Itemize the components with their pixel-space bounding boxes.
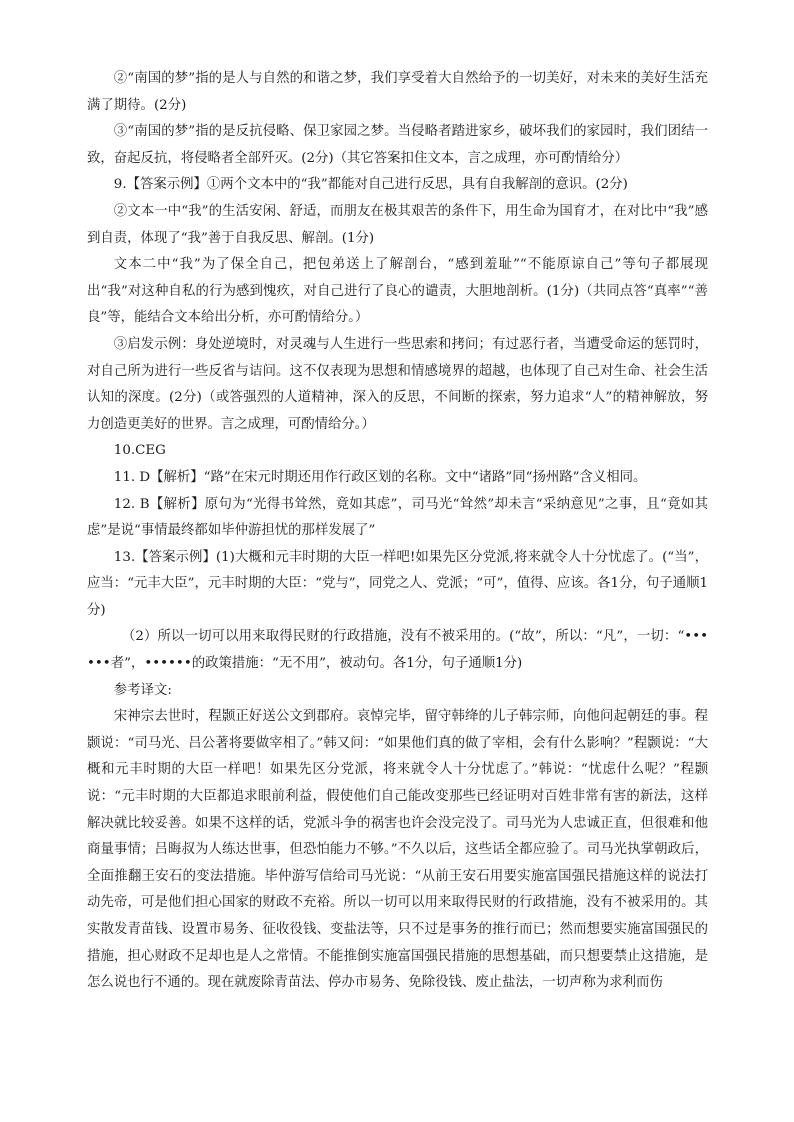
- answer-13-part-2: （2）所以一切可以用来取得民财的行政措施，没有不被采用的。(“故”，所以：“凡”，一切：“••••••者”，••••••的政策措施：“无不用”，被动句。各1分，句子通顺1分): [87, 629, 708, 672]
- answer-10: 10.CEG: [113, 443, 166, 459]
- answer-11: 11. D【解析】“路”在宋元时期还用作行政区划的名称。文中“诸路”同“扬州路”含义相同。: [113, 469, 647, 485]
- answer-9-point-1: 9.【答案示例】①两个文本中的“我”都能对自己进行反思，具有自我解剖的意识。(2分): [113, 177, 628, 193]
- translation-body: 宋神宗去世时，程颢正好送公文到郡府。哀悼完毕，留守韩绛的儿子韩宗师，向他问起朝廷的事。程颢说：“司马光、吕公著将要做宰相了。”韩又问：“如果他们真的做了宰相，会有什么影响？”程颢说：“大概和元丰时期的大臣一样吧！如果先区分党派，将来就令人十分忧虑了。”韩说：“忧虑什么呢？”程颢说：“元丰时期的大臣都追求眼前利益，假使他们自己能改变那些已经证明对百姓非常有害的新法，这样解决就比较妥善。如果不这样的话，党派斗争的祸害也许会没完没了。司马光为人忠诚正直，但很难和他商量事情；吕晦叔为人练达世事，但恐怕能力不够。”不久以后，这些话全都应验了。司马光执掌朝政后，全面推翻王安石的变法措施。毕仲游写信给司马光说：“从前王安石用要实施富国强民措施这样的说法打动先帝，可是他们担心国家的财政不充裕。所以一切可以用来取得民财的行政措施，没有不被采用的。其实散发青苗钱、设置市易务、征收役钱、变盐法等，只不过是事务的推行而已；然而想要实施富国强民的措施，担心财政不足却也是人之常情。不能推倒实施富国强民措施的思想基础，而只想要禁止这措施，是怎么说也行不通的。现在就废除青苗法、停办市易务、免除役钱、废止盐法，一切声称为求利而伤: [87, 709, 708, 991]
- answer-9-point-2: ②文本一中“我”的生活安闲、舒适，而朋友在极其艰苦的条件下，用生命为国育才，在对比中“我”感到自责，体现了“我”善于自我反思、解剖。(1分): [87, 203, 708, 246]
- translation-heading: 参考译文:: [113, 682, 172, 698]
- answer-13-part-1: 13.【答案示例】(1)大概和元丰时期的大臣一样吧!如果先区分党派,将来就令人十分忧虑了。(“当”，应当：“元丰大臣”，元丰时期的大臣：“党与”，同党之人、党派；“可”，值得、应该。各1分，句子通顺1分): [87, 549, 708, 618]
- answer-12: 12. B【解析】原句为“光得书耸然，竟如其虑”，司马光“耸然”却未言“采纳意见”之事，且“竟如其虑”是说“事情最终都如毕仲游担忧的那样发展了”: [87, 496, 708, 539]
- answer-8-point-2: ②“南国的梦”指的是人与自然的和谐之梦，我们享受着大自然给予的一切美好，对未来的美好生活充满了期待。(2分): [87, 71, 708, 113]
- answer-9-point-3: ③启发示例：身处逆境时，对灵魂与人生进行一些思索和拷问；有过恶行者，当遭受命运的惩罚时，对自己所为进行一些反省与诘问。这不仅表现为思想和情感境界的超越，也体现了自己对生命、社会生活认知的深度。(2分)（或答强烈的人道精神，深入的反思，不间断的探索，努力追求“人”的精神解放，努力创造更美好的世界。言之成理，可酌情给分。）: [87, 336, 708, 432]
- answer-9-text-two: 文本二中“我”为了保全自己，把包弟送上了解剖台，“感到羞耻”“不能原谅自己”等句子都展现出“我”对这种自私的行为感到愧疚，对自己进行了良心的谴责，大胆地剖析。(1分)（共同点答“真率”“善良”等，能结合文本给出分析，亦可酌情给分。）: [87, 257, 708, 326]
- answer-8-point-3: ③“南国的梦”指的是反抗侵略、保卫家园之梦。当侵略者踏进家乡，破坏我们的家园时，我们团结一致，奋起反抗，将侵略者全部歼灭。(2分)（其它答案扣住文本，言之成理，亦可酌情给分）: [87, 124, 708, 166]
